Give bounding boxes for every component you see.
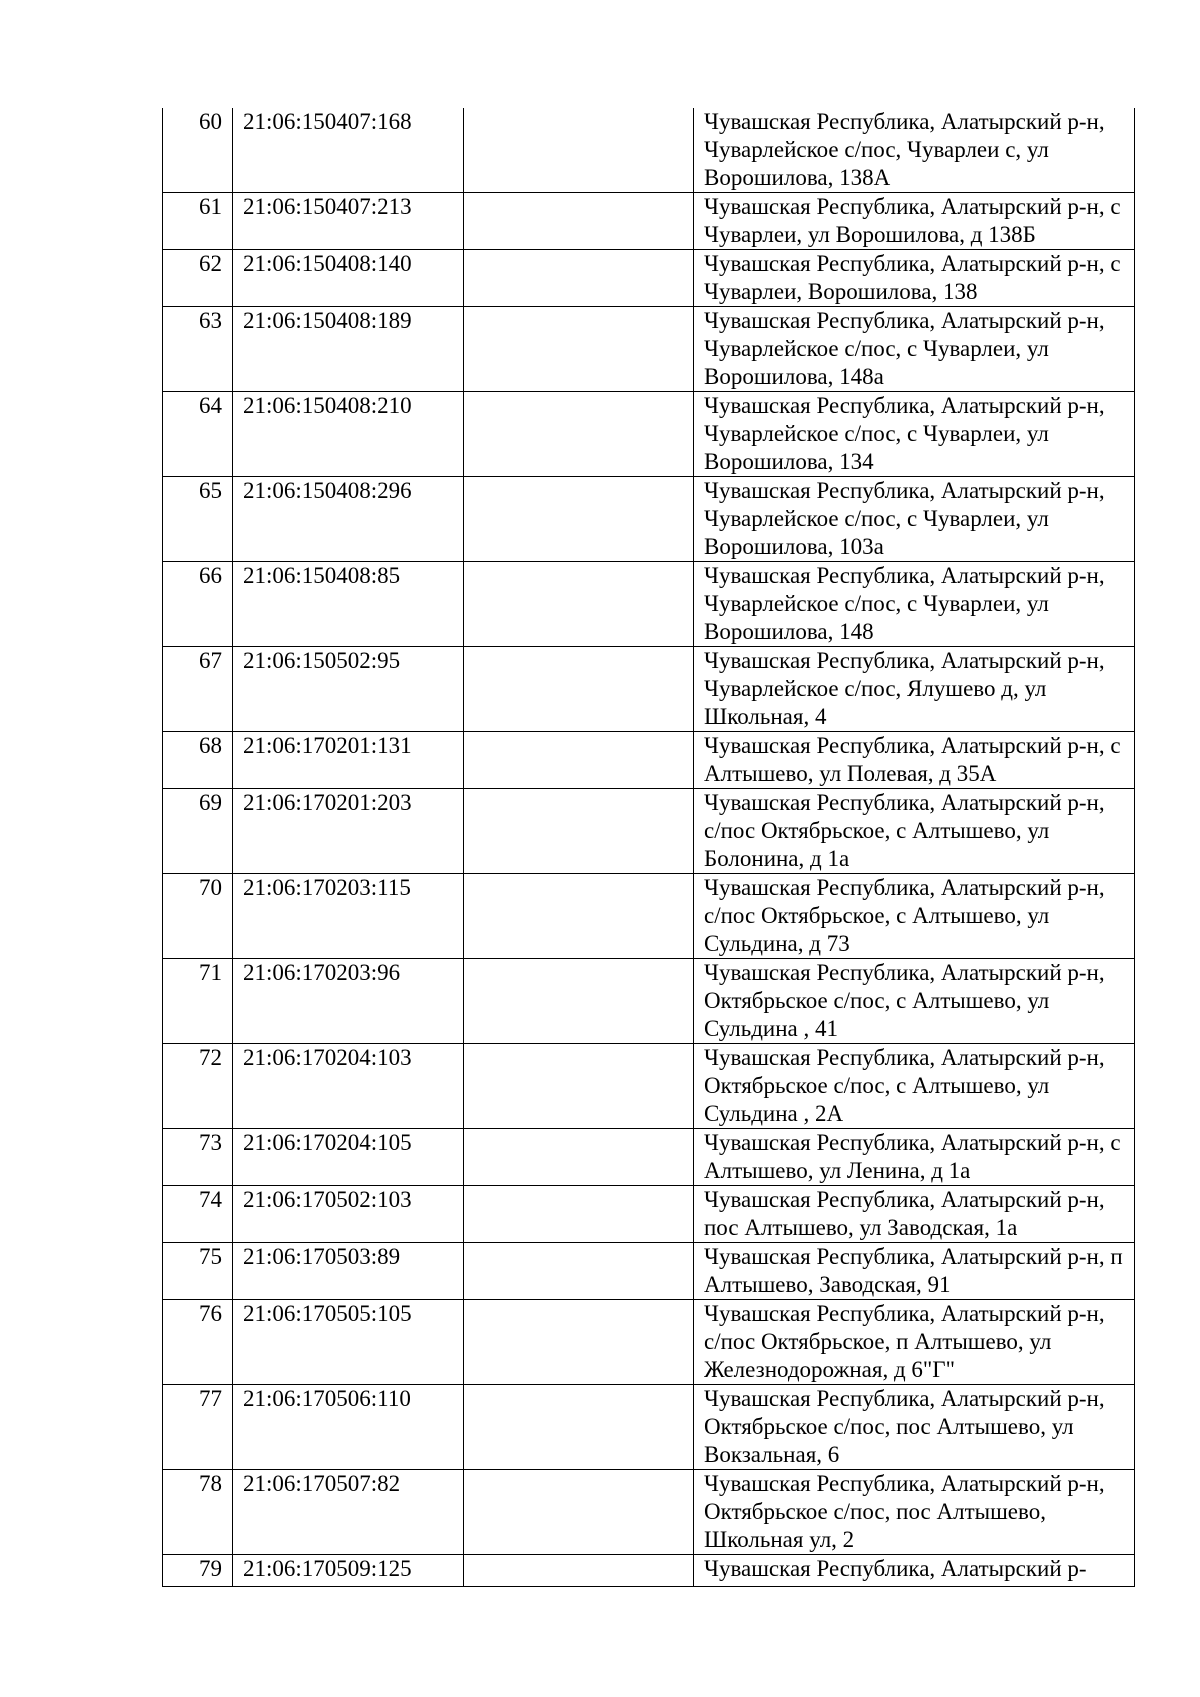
address: Чувашская Республика, Алатырский р-н, Октябрьское с/пос, с Алтышево, ул Сульдина , 41 — [694, 959, 1135, 1044]
address: Чувашская Республика, Алатырский р-н, п Алтышево, Заводская, 91 — [694, 1243, 1135, 1300]
cadastral-number: 21:06:150408:189 — [233, 307, 464, 392]
address: Чувашская Республика, Алатырский р-н, с Чуварлеи, ул Ворошилова, д 138Б — [694, 193, 1135, 250]
empty-cell — [464, 477, 694, 562]
empty-cell — [464, 1044, 694, 1129]
empty-cell — [464, 250, 694, 307]
empty-cell — [464, 1129, 694, 1186]
row-number: 71 — [163, 959, 233, 1044]
table-row — [163, 193, 1135, 250]
address: Чувашская Республика, Алатырский р-н, Чуварлейское с/пос, с Чуварлеи, ул Ворошилова, 134 — [694, 392, 1135, 477]
row-number: 60 — [163, 108, 233, 193]
table-row — [163, 477, 1135, 562]
row-number: 70 — [163, 874, 233, 959]
empty-cell — [464, 392, 694, 477]
empty-cell — [464, 789, 694, 874]
table-row — [163, 789, 1135, 874]
cadastral-number: 21:06:170201:203 — [233, 789, 464, 874]
address: Чувашская Республика, Алатырский р-н, Чуварлейское с/пос, с Чуварлеи, ул Ворошилова, 103а — [694, 477, 1135, 562]
table-row — [163, 1385, 1135, 1470]
empty-cell — [464, 1243, 694, 1300]
cadastral-number: 21:06:170204:105 — [233, 1129, 464, 1186]
empty-cell — [464, 959, 694, 1044]
table-row — [163, 562, 1135, 647]
row-number: 62 — [163, 250, 233, 307]
cadastral-number: 21:06:150408:140 — [233, 250, 464, 307]
address: Чувашская Республика, Алатырский р-н, с Алтышево, ул Ленина, д 1а — [694, 1129, 1135, 1186]
table-row — [163, 1129, 1135, 1186]
address: Чувашская Республика, Алатырский р-н, с/пос Октябрьское, с Алтышево, ул Болонина, д 1а — [694, 789, 1135, 874]
cadastral-number: 21:06:170204:103 — [233, 1044, 464, 1129]
address: Чувашская Республика, Алатырский р-н, Чуварлейское с/пос, с Чуварлеи, ул Ворошилова, 148а — [694, 307, 1135, 392]
cadastral-number: 21:06:150408:210 — [233, 392, 464, 477]
table-row — [163, 1555, 1135, 1587]
row-number: 72 — [163, 1044, 233, 1129]
address: Чувашская Республика, Алатырский р-н, с/пос Октябрьское, п Алтышево, ул Железнодорожная, д 6"Г" — [694, 1300, 1135, 1385]
empty-cell — [464, 562, 694, 647]
table-row — [163, 307, 1135, 392]
address: Чувашская Республика, Алатырский р-н, Октябрьское с/пос, пос Алтышево, Школьная ул, 2 — [694, 1470, 1135, 1555]
table-row — [163, 959, 1135, 1044]
row-number: 61 — [163, 193, 233, 250]
empty-cell — [464, 1300, 694, 1385]
cadastral-number: 21:06:170201:131 — [233, 732, 464, 789]
cadastral-number: 21:06:170502:103 — [233, 1186, 464, 1243]
address: Чувашская Республика, Алатырский р-н, Чуварлейское с/пос, с Чуварлеи, ул Ворошилова, 148 — [694, 562, 1135, 647]
empty-cell — [464, 193, 694, 250]
address: Чувашская Республика, Алатырский р-н, Октябрьское с/пос, пос Алтышево, ул Вокзальная, 6 — [694, 1385, 1135, 1470]
table-row — [163, 250, 1135, 307]
cadastral-number: 21:06:170503:89 — [233, 1243, 464, 1300]
cadastral-number: 21:06:170506:110 — [233, 1385, 464, 1470]
empty-cell — [464, 307, 694, 392]
address: Чувашская Республика, Алатырский р- — [694, 1555, 1135, 1587]
table-row — [163, 1300, 1135, 1385]
empty-cell — [464, 732, 694, 789]
empty-cell — [464, 108, 694, 193]
row-number: 63 — [163, 307, 233, 392]
property-registry-table — [162, 108, 1135, 1587]
cadastral-number: 21:06:150407:213 — [233, 193, 464, 250]
table-row — [163, 874, 1135, 959]
empty-cell — [464, 1555, 694, 1587]
address: Чувашская Республика, Алатырский р-н, с/пос Октябрьское, с Алтышево, ул Сульдина, д 73 — [694, 874, 1135, 959]
empty-cell — [464, 874, 694, 959]
address: Чувашская Республика, Алатырский р-н, Чуварлейское с/пос, Чуварлеи с, ул Ворошилова, 138А — [694, 108, 1135, 193]
cadastral-number: 21:06:150408:296 — [233, 477, 464, 562]
row-number: 76 — [163, 1300, 233, 1385]
row-number: 73 — [163, 1129, 233, 1186]
address: Чувашская Республика, Алатырский р-н, с Алтышево, ул Полевая, д 35А — [694, 732, 1135, 789]
empty-cell — [464, 1470, 694, 1555]
address: Чувашская Республика, Алатырский р-н, Октябрьское с/пос, с Алтышево, ул Сульдина , 2А — [694, 1044, 1135, 1129]
empty-cell — [464, 1385, 694, 1470]
address: Чувашская Республика, Алатырский р-н, с Чуварлеи, Ворошилова, 138 — [694, 250, 1135, 307]
table-row — [163, 392, 1135, 477]
row-number: 74 — [163, 1186, 233, 1243]
row-number: 79 — [163, 1555, 233, 1587]
table-row — [163, 1186, 1135, 1243]
row-number: 68 — [163, 732, 233, 789]
cadastral-number: 21:06:170505:105 — [233, 1300, 464, 1385]
row-number: 66 — [163, 562, 233, 647]
cadastral-number: 21:06:170203:96 — [233, 959, 464, 1044]
registry-table-body — [163, 108, 1135, 1587]
address: Чувашская Республика, Алатырский р-н, Чуварлейское с/пос, Ялушево д, ул Школьная, 4 — [694, 647, 1135, 732]
cadastral-number: 21:06:170509:125 — [233, 1555, 464, 1587]
cadastral-number: 21:06:150407:168 — [233, 108, 464, 193]
table-row — [163, 1044, 1135, 1129]
row-number: 77 — [163, 1385, 233, 1470]
cadastral-number: 21:06:170507:82 — [233, 1470, 464, 1555]
row-number: 65 — [163, 477, 233, 562]
address: Чувашская Республика, Алатырский р-н, пос Алтышево, ул Заводская, 1а — [694, 1186, 1135, 1243]
row-number: 75 — [163, 1243, 233, 1300]
cadastral-number: 21:06:150502:95 — [233, 647, 464, 732]
row-number: 69 — [163, 789, 233, 874]
row-number: 67 — [163, 647, 233, 732]
table-row — [163, 732, 1135, 789]
table-row — [163, 647, 1135, 732]
table-row — [163, 108, 1135, 193]
row-number: 78 — [163, 1470, 233, 1555]
cadastral-number: 21:06:170203:115 — [233, 874, 464, 959]
row-number: 64 — [163, 392, 233, 477]
table-row — [163, 1243, 1135, 1300]
empty-cell — [464, 1186, 694, 1243]
empty-cell — [464, 647, 694, 732]
cadastral-number: 21:06:150408:85 — [233, 562, 464, 647]
table-row — [163, 1470, 1135, 1555]
